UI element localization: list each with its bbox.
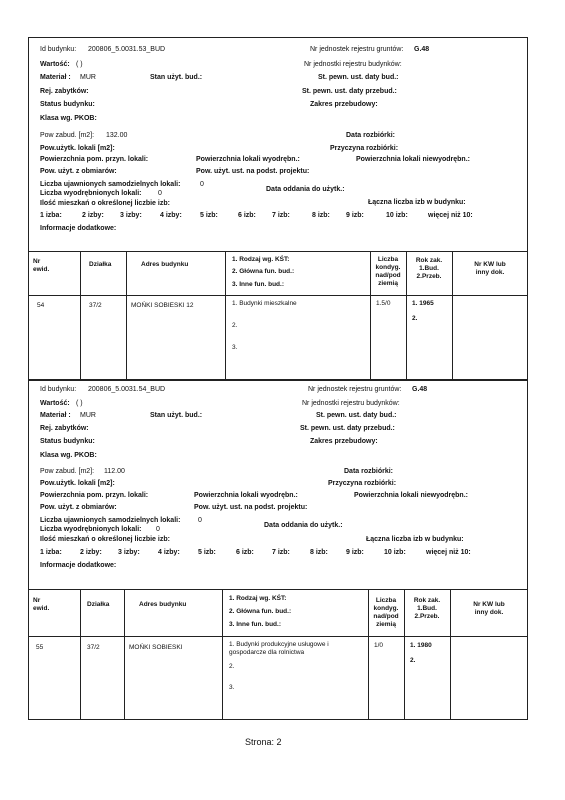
row-rok-1: 1. 1965 [412, 300, 434, 307]
pow-lokali-wyodr-label: Powierzchnia lokali wyodrębn.: [194, 492, 298, 499]
izby-more: więcej niż 10: [426, 549, 471, 556]
izby-7: 7 izb: [272, 212, 290, 219]
stan-uzyt-label: Stan użyt. bud.: [150, 74, 203, 81]
pow-obmiarow-label: Pow. użyt. z obmiarów: [40, 504, 117, 511]
nr-jednostek-label: Nr jednostek rejestru gruntów: [310, 46, 404, 53]
row-fun-3: 3. [229, 684, 235, 691]
izby-6: 6 izb: [236, 549, 254, 556]
data-oddania-label: Data oddania do użytk.: [264, 522, 343, 529]
nr-jednostek-value: G.48 [412, 386, 428, 393]
rej-zabytkow-label: Rej. zabytków: [40, 88, 89, 95]
laczna-liczba-izb-label: Łączna liczba izb w budynku: [366, 536, 464, 543]
material-value: MUR [80, 412, 96, 419]
row-rok-2: 2. [412, 315, 418, 322]
row-fun-1: 1. Budynki mieszkalne [232, 300, 297, 307]
status-label: Status budynku: [40, 438, 95, 445]
table-top-line [28, 589, 528, 590]
rej-zabytkow-label: Rej. zabytków: [40, 425, 89, 432]
izby-9: 9 izb: [346, 212, 364, 219]
pow-lokali-wyodr-label: Powierzchnia lokali wyodrębn.: [196, 156, 300, 163]
col-kw-header: Nr KW lub inny dok. [473, 601, 505, 616]
material-label: Materiał : [40, 74, 71, 81]
wartosc-label: Wartość: [40, 400, 70, 407]
liczba-ujawnionych-value: 0 [198, 517, 202, 524]
col-sep-2 [124, 589, 125, 720]
klasa-label: Klasa wg. PKOB: [40, 452, 97, 459]
col-rok-header: Rok zak. 1.Bud. 2.Przeb. [413, 597, 441, 620]
izby-10: 10 izb: [386, 212, 408, 219]
nr-jednostek-value: G.48 [414, 46, 430, 53]
ilosc-mieszkan-label: Ilość mieszkań o określonej liczbie izb: [40, 536, 170, 543]
pow-zabud-value: 112.00 [104, 468, 125, 475]
liczba-ujawnionych-value: 0 [200, 181, 204, 188]
col-dzialka-header: Działka [89, 261, 112, 268]
wartosc-label: Wartość: [40, 61, 70, 68]
row-kondyg: 1/0 [374, 642, 384, 649]
informacje-label: Informacje dodatkowe: [40, 562, 117, 569]
col-rodzaj-header-2: 2. Główna fun. bud.: [229, 608, 292, 615]
pow-zabud-value: 132.00 [106, 132, 128, 139]
col-rodzaj-header-1: 1. Rodzaj wg. KŚT: [229, 595, 287, 602]
pow-obmiarow-label: Pow. użyt. z obmiarów: [40, 168, 117, 175]
pow-zabud-label: Pow zabud. [m2]: [40, 468, 95, 475]
col-rodzaj-header-3: 3. Inne fun. bud.: [229, 621, 281, 628]
row-fun-2: 2. [229, 663, 235, 670]
izby-3: 3 izby: [118, 549, 140, 556]
ilosc-mieszkan-label: Ilość mieszkań o określonej liczbie izb: [40, 200, 170, 207]
izby-1: 1 izba: [40, 549, 62, 556]
row-rok-1: 1. 1980 [410, 642, 432, 649]
page-number: Strona: 2 [245, 737, 282, 747]
izby-5: 5 izb: [200, 212, 218, 219]
row-adres: MOŃKI SOBIESKI 12 [131, 302, 194, 309]
izby-7: 7 izb: [272, 549, 290, 556]
col-sep-2 [126, 251, 127, 380]
zakres-przebudowy-label: Zakres przebudowy: [310, 101, 378, 108]
nr-jednostek-label: Nr jednostek rejestru gruntów: [308, 386, 402, 393]
izby-8: 8 izb: [312, 212, 330, 219]
row-dzialka: 37/2 [89, 302, 102, 309]
col-rodzaj-header-3: 3. Inne fun. bud.: [232, 281, 284, 288]
row-nr: 55 [36, 644, 44, 651]
id-label: Id budynku: [40, 46, 77, 53]
col-rok-header: Rok zak. 1.Bud. 2.Przeb. [415, 257, 443, 280]
row-fun-2: 2. [232, 322, 238, 329]
data-oddania-label: Data oddania do użytk.: [266, 186, 345, 193]
pow-lokali-label: Pow.użytk. lokali [m2]: [40, 145, 115, 152]
id-label: Id budynku: [40, 386, 77, 393]
klasa-label: Klasa wg. PKOB: [40, 115, 97, 122]
pow-lokali-niewyodr-label: Powierzchnia lokali niewyodrębn.: [356, 156, 470, 163]
informacje-label: Informacje dodatkowe: [40, 225, 117, 232]
liczba-wyodrebnionych-value: 0 [158, 190, 162, 197]
laczna-liczba-izb-label: Łączna liczba izb w budynku: [368, 199, 466, 206]
liczba-wyodrebnionych-label: Liczba wyodrębnionych lokali: [40, 526, 142, 533]
izby-1: 1 izba: [40, 212, 62, 219]
col-sep-1 [80, 251, 81, 380]
izby-2: 2 izby: [82, 212, 104, 219]
liczba-wyodrebnionych-value: 0 [156, 526, 160, 533]
pow-zabud-label: Pow zabud. [m2]: [40, 132, 95, 139]
row-nr: 54 [37, 302, 45, 309]
pow-projektu-label: Pow. użyt. ust. na podst. projektu: [194, 504, 308, 511]
table-top-line [28, 251, 528, 252]
nr-jednostki-budynkow-label: Nr jednostki rejestru budynków: [304, 61, 402, 68]
col-rodzaj-header-2: 2. Główna fun. bud.: [232, 268, 295, 275]
col-sep-3 [222, 589, 223, 720]
stan-uzyt-label: Stan użyt. bud.: [150, 412, 203, 419]
pow-pom-przyn-label: Powierzchnia pom. przyn. lokali: [40, 492, 149, 499]
przyczyna-rozbiorki-label: Przyczyna rozbiórki: [330, 145, 399, 152]
table-header-line [28, 636, 528, 637]
st-pewn-daty-przebud-label: St. pewn. ust. daty przebud.: [300, 425, 395, 432]
nr-jednostki-budynkow-label: Nr jednostki rejestru budynków: [302, 400, 400, 407]
izby-4: 4 izby: [160, 212, 182, 219]
izby-6: 6 izb: [238, 212, 256, 219]
wartosc-value: ( ) [76, 61, 83, 68]
col-liczba-header: Liczba kondyg. nad/pod ziemią [375, 256, 401, 287]
col-sep-3 [225, 251, 226, 380]
status-label: Status budynku: [40, 101, 95, 108]
izby-10: 10 izb: [384, 549, 406, 556]
liczba-ujawnionych-label: Liczba ujawnionych samodzielnych lokali: [40, 517, 181, 524]
material-label: Materiał : [40, 412, 71, 419]
wartosc-value: ( ) [76, 400, 83, 407]
col-sep-1 [80, 589, 81, 720]
st-pewn-daty-bud-label: St. pewn. ust. daty bud.: [316, 412, 397, 419]
record-frame [28, 37, 528, 380]
table-header-line [28, 295, 528, 296]
data-rozbiorki-label: Data rozbiórki: [346, 132, 396, 139]
st-pewn-daty-bud-label: St. pewn. ust. daty bud.: [318, 74, 399, 81]
col-rodzaj-header-1: 1. Rodzaj wg. KŚT: [232, 256, 290, 263]
izby-8: 8 izb: [310, 549, 328, 556]
liczba-wyodrebnionych-label: Liczba wyodrębnionych lokali: [40, 190, 142, 197]
pow-lokali-label: Pow.użytk. lokali [m2]: [40, 480, 115, 487]
row-fun-3: 3. [232, 344, 238, 351]
row-fun-1: 1. Budynki produkcyjne usługowe i gospodarcze dla rolnictwa [229, 641, 329, 656]
row-kondyg: 1.5/0 [376, 300, 391, 307]
col-adres-header: Adres budynku [141, 261, 189, 268]
material-value: MUR [80, 74, 96, 81]
col-kw-header: Nr KW lub inny dok. [474, 261, 506, 276]
col-nr-header: Nr ewid. [33, 258, 50, 273]
izby-5: 5 izb: [198, 549, 216, 556]
data-rozbiorki-label: Data rozbiórki: [344, 468, 394, 475]
id-value: 200806_5.0031.54_BUD [88, 386, 166, 393]
row-adres: MOŃKI SOBIESKI [129, 644, 183, 651]
row-dzialka: 37/2 [87, 644, 100, 651]
col-adres-header: Adres budynku [139, 601, 187, 608]
izby-2: 2 izby: [80, 549, 102, 556]
izby-more: więcej niż 10: [428, 212, 473, 219]
zakres-przebudowy-label: Zakres przebudowy: [310, 438, 378, 445]
id-value: 200806_5.0031.53_BUD [88, 46, 166, 53]
st-pewn-daty-przebud-label: St. pewn. ust. daty przebud.: [302, 88, 397, 95]
col-liczba-header: Liczba kondyg. nad/pod ziemią [373, 597, 399, 628]
izby-9: 9 izb: [346, 549, 364, 556]
pow-lokali-niewyodr-label: Powierzchnia lokali niewyodrębn.: [354, 492, 468, 499]
pow-pom-przyn-label: Powierzchnia pom. przyn. lokali: [40, 156, 149, 163]
row-rok-2: 2. [410, 657, 416, 664]
col-dzialka-header: Działka [87, 601, 110, 608]
izby-4: 4 izby: [158, 549, 180, 556]
izby-3: 3 izby: [120, 212, 142, 219]
liczba-ujawnionych-label: Liczba ujawnionych samodzielnych lokali: [40, 181, 181, 188]
przyczyna-rozbiorki-label: Przyczyna rozbiórki: [328, 480, 397, 487]
col-nr-header: Nr ewid. [33, 597, 50, 612]
pow-projektu-label: Pow. użyt. ust. na podst. projektu: [196, 168, 310, 175]
